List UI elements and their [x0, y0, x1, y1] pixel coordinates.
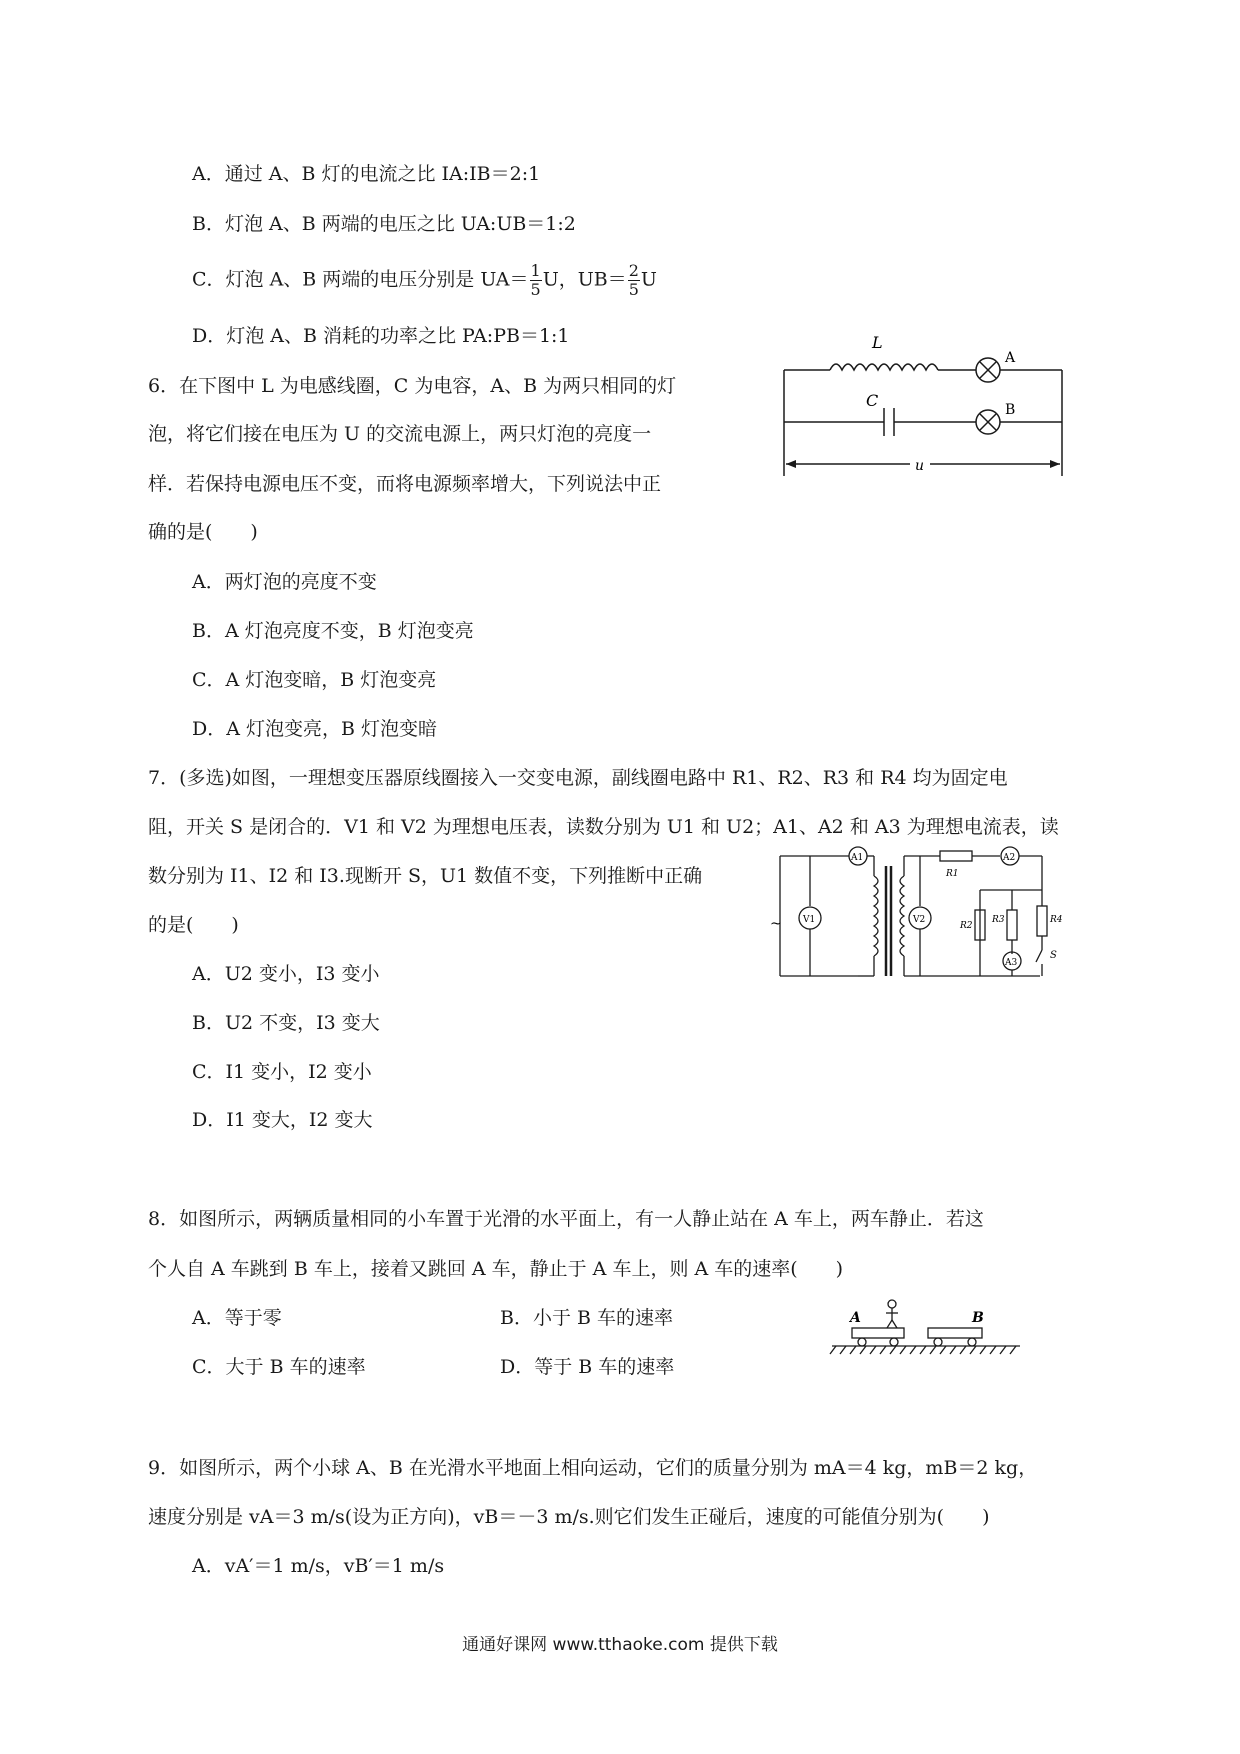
q9-stem-line1: 9．如图所示，两个小球 A、B 在光滑水平地面上相向运动，它们的质量分别为 mA＝4 kg，mB＝2 kg，	[148, 1457, 1038, 1479]
q5-option-d: D．灯泡 A、B 消耗的功率之比 PA:PB＝1:1	[192, 325, 570, 347]
q6-option-b: B．A 灯泡亮度不变，B 灯泡变亮	[192, 620, 474, 642]
q6-stem-line2: 泡，将它们接在电压为 U 的交流电源上，两只灯泡的亮度一	[148, 423, 652, 445]
q8-option-a: A．等于零	[192, 1307, 282, 1329]
fraction-1-5	[530, 262, 542, 299]
cart-a	[852, 1328, 904, 1338]
resistor-r4-icon	[1037, 906, 1047, 936]
q7-option-b: B．U2 不变，I3 变大	[192, 1012, 380, 1034]
q7-stem-line4: 的是( )	[148, 914, 239, 936]
q7-fig-label-a2: A2	[1003, 853, 1016, 863]
q8-fig-label-b: B	[972, 1310, 984, 1326]
q8-option-d: D．等于 B 车的速率	[500, 1356, 675, 1378]
q5-option-a: A．通过 A、B 灯的电流之比 IA:IB＝2:1	[192, 163, 541, 185]
frac2-num: 2	[628, 261, 639, 280]
q7-option-a: A．U2 变小，I3 变小	[192, 963, 380, 985]
frac1-den: 5	[530, 280, 541, 299]
q7-fig-label-v1: V1	[803, 915, 816, 925]
q8-option-c: C．大于 B 车的速率	[192, 1356, 366, 1378]
frac2-den: 5	[628, 280, 639, 299]
q7-fig-label-s: S	[1050, 950, 1057, 961]
resistor-r3-icon	[1007, 910, 1017, 940]
q8-option-b: B．小于 B 车的速率	[500, 1307, 674, 1329]
inductor-coil-icon	[830, 364, 938, 370]
q5-option-c-mid: U，UB＝	[542, 268, 627, 291]
q5-option-b: B．灯泡 A、B 两端的电压之比 UA:UB＝1:2	[192, 213, 576, 235]
q5-option-c-post: U	[640, 268, 657, 291]
q6-fig-label-l: L	[872, 333, 883, 352]
cart-b	[928, 1328, 982, 1338]
q5-option-c	[192, 262, 657, 299]
q7-fig-label-v2: V2	[913, 915, 926, 925]
q7-fig-label-r4: R4	[1050, 915, 1063, 925]
q7-transformer-circuit-diagram	[770, 846, 1070, 986]
q7-stem-line2: 阻，开关 S 是闭合的．V1 和 V2 为理想电压表，读数分别为 U1 和 U2；A1、A2 和 A3 为理想电流表，读	[148, 816, 1059, 838]
q6-fig-label-u: u	[915, 458, 925, 474]
q6-stem-line4: 确的是( )	[148, 521, 258, 543]
q6-stem-line3: 样．若保持电源电压不变，而将电源频率增大，下列说法中正	[148, 473, 662, 495]
q7-stem-line3: 数分别为 I1、I2 和 I3.现断开 S，U1 数值不变，下列推断中正确	[148, 865, 703, 887]
q7-fig-label-r3: R3	[992, 915, 1005, 925]
q6-option-a: A．两灯泡的亮度不变	[192, 571, 377, 593]
q9-option-a: A．vA′＝1 m/s，vB′＝1 m/s	[192, 1555, 445, 1577]
primary-coil-icon	[874, 876, 878, 956]
frac1-num: 1	[530, 261, 541, 280]
q8-carts-diagram	[832, 1298, 1022, 1362]
q5-option-c-pre: C．灯泡 A、B 两端的电压分别是 UA＝	[192, 268, 529, 291]
q6-option-d: D．A 灯泡变亮，B 灯泡变暗	[192, 718, 437, 740]
q9-stem-line2: 速度分别是 vA＝3 m/s(设为正方向)，vB＝－3 m/s.则它们发生正碰后，速度的可能值分别为( )	[148, 1506, 990, 1528]
q6-stem-line1: 6．在下图中 L 为电感线圈，C 为电容，A、B 为两只相同的灯	[148, 375, 677, 397]
person-icon	[888, 1300, 896, 1308]
q7-fig-label-r1: R1	[946, 869, 959, 879]
q7-fig-label-a1: A1	[851, 853, 864, 863]
q6-circuit-diagram	[780, 330, 1070, 480]
page-footer: 通通好课网 www.tthaoke.com 提供下载	[462, 1635, 778, 1655]
q7-option-c: C．I1 变小，I2 变小	[192, 1061, 372, 1083]
q7-option-d: D．I1 变大，I2 变大	[192, 1109, 373, 1131]
switch-s-icon	[1036, 950, 1042, 962]
q7-stem-line1: 7．(多选)如图，一理想变压器原线圈接入一交变电源，副线圈电路中 R1、R2、R3 和 R4 均为固定电	[148, 767, 1008, 789]
q6-fig-label-b: B	[1005, 402, 1016, 418]
q6-fig-label-a: A	[1005, 350, 1016, 366]
q7-fig-label-src: ~	[770, 916, 782, 932]
q8-fig-label-a: A	[850, 1310, 861, 1326]
q6-fig-label-c: C	[866, 391, 879, 410]
secondary-coil-icon	[900, 876, 904, 956]
fraction-2-5	[628, 262, 640, 299]
q8-stem-line1: 8．如图所示，两辆质量相同的小车置于光滑的水平面上，有一人静止站在 A 车上，两车静止．若这	[148, 1208, 984, 1230]
q6-option-c: C．A 灯泡变暗，B 灯泡变亮	[192, 669, 437, 691]
q7-fig-label-r2: R2	[960, 921, 973, 931]
q7-fig-label-a3: A3	[1005, 958, 1018, 968]
resistor-r1-icon	[940, 851, 972, 861]
q8-stem-line2: 个人自 A 车跳到 B 车上，接着又跳回 A 车，静止于 A 车上，则 A 车的速率( )	[148, 1258, 844, 1280]
